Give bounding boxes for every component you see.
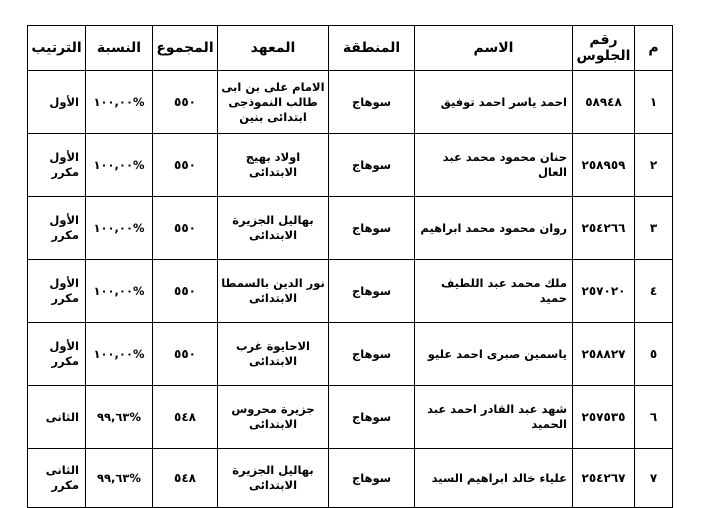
row-institute: بهاليل الجزيرة الابتدائى	[218, 197, 329, 260]
row-name: روان محمود محمد ابراهيم	[415, 197, 573, 260]
row-m: ١	[635, 71, 673, 134]
table-row	[28, 71, 673, 134]
row-rank: الأول مكرر	[28, 197, 86, 260]
row-total: ٥٥٠	[153, 260, 218, 323]
row-seat: ٢٥٨٩٥٩	[573, 134, 635, 197]
table-row	[28, 386, 673, 449]
row-region: سوهاج	[329, 260, 415, 323]
header-seat: رقم الجلوس	[573, 26, 635, 71]
row-percent: %٩٩,٦٣	[86, 449, 153, 508]
row-institute: نور الدين بالسمطا الابتدائى	[218, 260, 329, 323]
header-name: الاسم	[415, 26, 573, 71]
row-institute: بهاليل الجزيرة الابتدائى	[218, 449, 329, 508]
row-name: ملك محمد عبد اللطيف حميد	[415, 260, 573, 323]
row-name: حنان محمود محمد عبد العال	[415, 134, 573, 197]
row-m: ٣	[635, 197, 673, 260]
row-region: سوهاج	[329, 323, 415, 386]
row-seat: ٢٥٧٥٣٥	[573, 386, 635, 449]
row-rank: الأول مكرر	[28, 134, 86, 197]
row-percent: %١٠٠,٠٠	[86, 260, 153, 323]
header-region: المنطقة	[329, 26, 415, 71]
row-total: ٥٥٠	[153, 134, 218, 197]
row-seat: ٢٥٨٨٢٧	[573, 323, 635, 386]
row-name: شهد عبد القادر احمد عبد الحميد	[415, 386, 573, 449]
row-institute: جزيرة محروس الابتدائى	[218, 386, 329, 449]
row-total: ٥٤٨	[153, 386, 218, 449]
left-margin	[0, 0, 27, 495]
row-rank: الثانى	[28, 386, 86, 449]
row-m: ٦	[635, 386, 673, 449]
row-m: ٤	[635, 260, 673, 323]
row-rank: الأول	[28, 71, 86, 134]
table-row	[28, 260, 673, 323]
row-total: ٥٥٠	[153, 71, 218, 134]
row-m: ٧	[635, 449, 673, 508]
header-percent: النسبة	[86, 26, 153, 71]
row-institute: اولاد بهيج الابتدائى	[218, 134, 329, 197]
row-institute: الاحايوة غرب الابتدائى	[218, 323, 329, 386]
table-row	[28, 449, 673, 508]
row-name: علياء خالد ابراهيم السيد	[415, 449, 573, 508]
row-percent: %١٠٠,٠٠	[86, 71, 153, 134]
row-percent: %١٠٠,٠٠	[86, 134, 153, 197]
table-row	[28, 134, 673, 197]
row-total: ٥٤٨	[153, 449, 218, 508]
row-percent: %١٠٠,٠٠	[86, 197, 153, 260]
row-name: ياسمين صبرى احمد عليو	[415, 323, 573, 386]
row-region: سوهاج	[329, 134, 415, 197]
row-m: ٥	[635, 323, 673, 386]
header-row	[28, 26, 673, 71]
row-seat: ٥٨٩٤٨	[573, 71, 635, 134]
row-rank: الثانى مكرر	[28, 449, 86, 508]
header-total: المجموع	[153, 26, 218, 71]
row-percent: %١٠٠,٠٠	[86, 323, 153, 386]
results-table	[27, 25, 673, 508]
row-region: سوهاج	[329, 197, 415, 260]
row-institute: الامام على بن ابى طالب النموذجى ابتدائى بنين	[218, 71, 329, 134]
row-rank: الأول مكرر	[28, 323, 86, 386]
row-percent: %٩٩,٦٣	[86, 386, 153, 449]
row-region: سوهاج	[329, 449, 415, 508]
row-total: ٥٥٠	[153, 197, 218, 260]
table-row	[28, 323, 673, 386]
row-name: احمد ياسر احمد توفيق	[415, 71, 573, 134]
row-region: سوهاج	[329, 71, 415, 134]
row-seat: ٢٥٧٠٢٠	[573, 260, 635, 323]
header-m: م	[635, 26, 673, 71]
header-institute: المعهد	[218, 26, 329, 71]
row-seat: ٢٥٤٢٦٧	[573, 449, 635, 508]
row-m: ٢	[635, 134, 673, 197]
row-region: سوهاج	[329, 386, 415, 449]
table-row	[28, 197, 673, 260]
row-seat: ٢٥٤٢٦٦	[573, 197, 635, 260]
header-rank: الترتيب	[28, 26, 86, 71]
row-rank: الأول مكرر	[28, 260, 86, 323]
row-total: ٥٥٠	[153, 323, 218, 386]
